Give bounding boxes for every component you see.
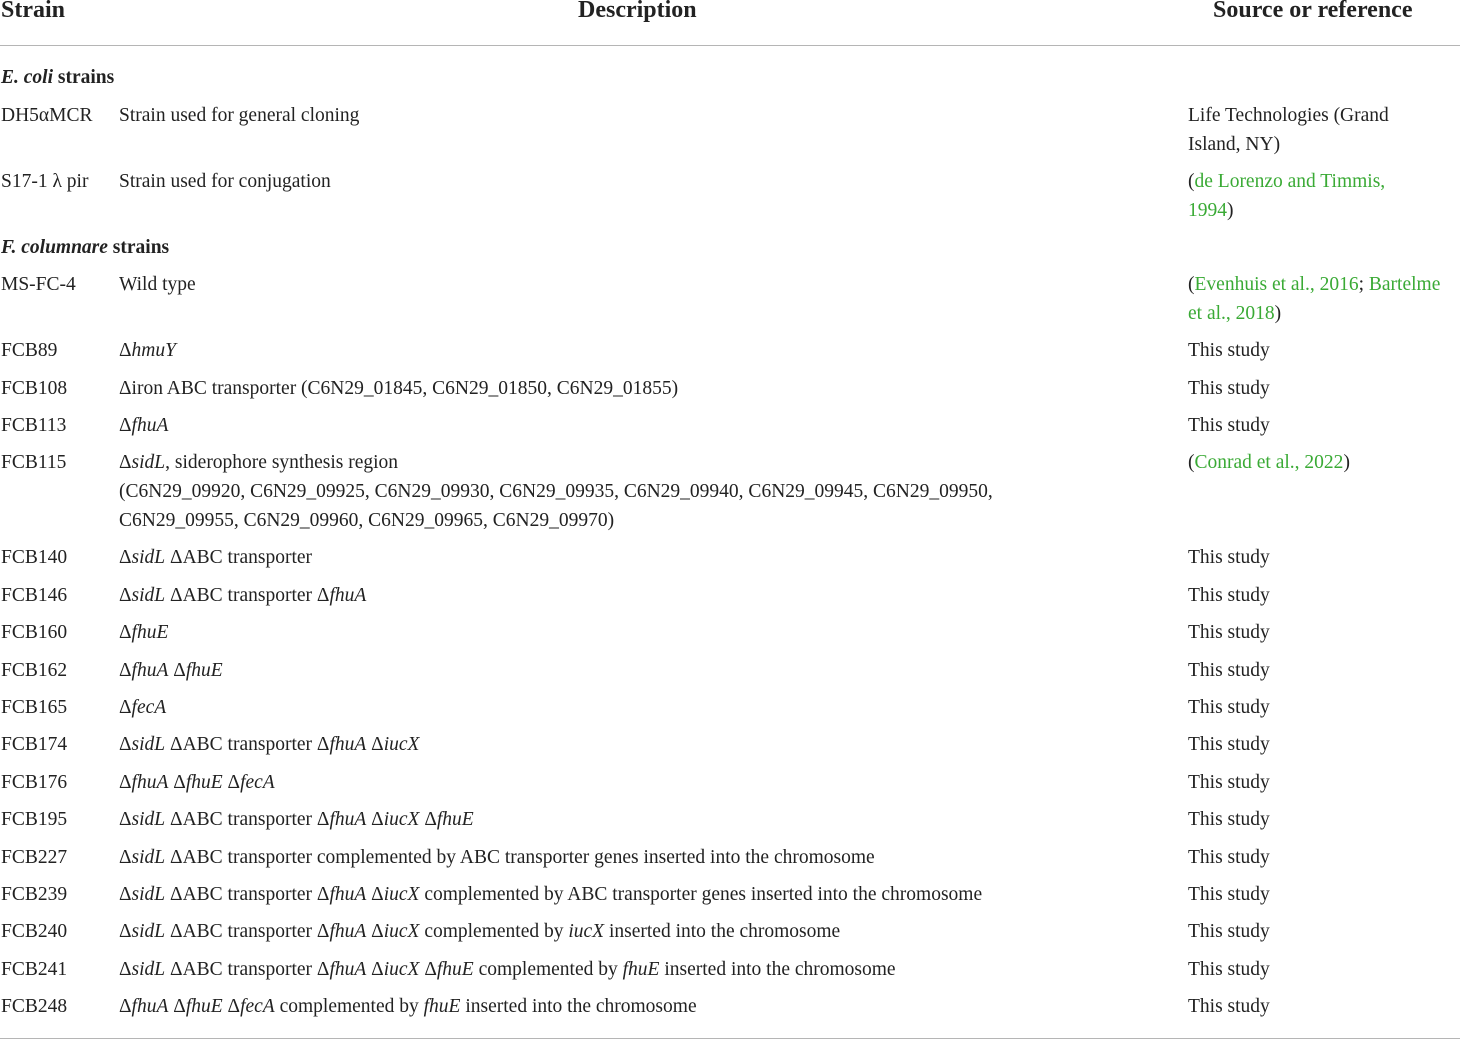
description-cell: ΔfecA [119, 697, 167, 718]
strain-cell: FCB241 [1, 959, 68, 980]
strain-cell: FCB239 [1, 884, 68, 905]
description-cell: Δiron ABC transporter (C6N29_01845, C6N29_01850, C6N29_01855) [119, 378, 679, 399]
source-cell: This study [1188, 847, 1270, 868]
strain-cell: FCB162 [1, 660, 68, 681]
source-cell: (de Lorenzo and Timmis, 1994) [1188, 171, 1386, 221]
source-cell: This study [1188, 697, 1270, 718]
strain-cell: FCB248 [1, 996, 68, 1017]
description-cell: ΔsidL, siderophore synthesis region (C6N29_09920, C6N29_09925, C6N29_09930, C6N29_09935, C6N29_09940, C6N29_09945, C6N29_09950, C6N29_09955, C6N29_09960, C6N29_09965, C6N29_09970) [119, 452, 993, 531]
description-cell: ΔsidL ΔABC transporter ΔfhuA [119, 585, 367, 606]
source-cell: This study [1188, 809, 1270, 830]
source-cell: This study [1188, 921, 1270, 942]
description-cell: ΔsidL ΔABC transporter ΔfhuA ΔiucX ΔfhuE complemented by fhuE inserted into the chromosome [119, 959, 896, 980]
source-cell: This study [1188, 734, 1270, 755]
header-source: Source or reference [1213, 0, 1413, 23]
description-cell: ΔfhuA ΔfhuE ΔfecA complemented by fhuE inserted into the chromosome [119, 996, 697, 1017]
header-rule [0, 45, 1460, 46]
source-cell: This study [1188, 415, 1270, 436]
source-cell: This study [1188, 996, 1270, 1017]
description-cell: Strain used for general cloning [119, 105, 360, 126]
strain-cell: FCB108 [1, 378, 68, 399]
description-cell: ΔsidL ΔABC transporter ΔfhuA ΔiucX [119, 734, 420, 755]
reference-link[interactable]: Bartelme [1368, 274, 1441, 295]
strain-cell: FCB195 [1, 809, 68, 830]
strain-cell: FCB174 [1, 734, 68, 755]
source-cell: This study [1188, 660, 1270, 681]
source-cell: (Conrad et al., 2022) [1188, 452, 1350, 473]
strain-cell: DH5αMCR [1, 105, 93, 126]
description-cell: ΔfhuA ΔfhuE ΔfecA [119, 772, 275, 793]
strain-cell: FCB176 [1, 772, 68, 793]
strain-cell: MS-FC-4 [1, 274, 76, 295]
strain-cell: FCB115 [1, 452, 67, 473]
description-cell: Strain used for conjugation [119, 171, 331, 192]
reference-link[interactable]: de Lorenzo and Timmis, [1194, 171, 1386, 192]
strain-cell: S17-1 λ pir [1, 171, 89, 192]
source-cell: This study [1188, 585, 1270, 606]
reference-link[interactable]: Evenhuis et al., 2016 [1194, 274, 1359, 295]
description-cell: ΔsidL ΔABC transporter ΔfhuA ΔiucX ΔfhuE [119, 809, 474, 830]
source-cell: This study [1188, 622, 1270, 643]
reference-link[interactable]: 1994 [1188, 200, 1227, 221]
header-description: Description [578, 0, 697, 23]
section-title: E. coli strains [1, 67, 115, 88]
source-cell: This study [1188, 772, 1270, 793]
source-cell: (Evenhuis et al., 2016; Bartelme et al., 2018) [1188, 274, 1441, 324]
description-cell: ΔfhuA [119, 415, 169, 436]
strain-cell: FCB160 [1, 622, 68, 643]
description-cell: Wild type [119, 274, 196, 295]
header-strain: Strain [1, 0, 66, 23]
section-title: F. columnare strains [1, 237, 170, 258]
strain-cell: FCB140 [1, 547, 68, 568]
description-cell: ΔsidL ΔABC transporter ΔfhuA ΔiucX complemented by iucX inserted into the chromosome [119, 921, 841, 942]
description-cell: ΔsidL ΔABC transporter ΔfhuA ΔiucX complemented by ABC transporter genes inserted into the chromosome [119, 884, 983, 905]
source-cell: Life Technologies (Grand Island, NY) [1188, 105, 1389, 155]
source-cell: This study [1188, 547, 1270, 568]
strain-cell: FCB113 [1, 415, 67, 436]
source-cell: This study [1188, 340, 1270, 361]
description-cell: ΔsidL ΔABC transporter [119, 547, 313, 568]
description-cell: ΔfhuE [119, 622, 169, 643]
strain-cell: FCB146 [1, 585, 68, 606]
strain-cell: FCB240 [1, 921, 68, 942]
reference-link[interactable]: et al., 2018 [1188, 303, 1275, 324]
description-cell: ΔsidL ΔABC transporter complemented by ABC transporter genes inserted into the chromosome [119, 847, 875, 868]
description-cell: ΔhmuY [119, 340, 176, 361]
strain-cell: FCB89 [1, 340, 58, 361]
source-cell: This study [1188, 959, 1270, 980]
source-cell: This study [1188, 378, 1270, 399]
source-cell: This study [1188, 884, 1270, 905]
strain-cell: FCB227 [1, 847, 68, 868]
footer-rule [0, 1038, 1460, 1039]
description-cell: ΔfhuA ΔfhuE [119, 660, 223, 681]
strain-cell: FCB165 [1, 697, 68, 718]
reference-link[interactable]: Conrad et al., 2022 [1194, 452, 1344, 473]
